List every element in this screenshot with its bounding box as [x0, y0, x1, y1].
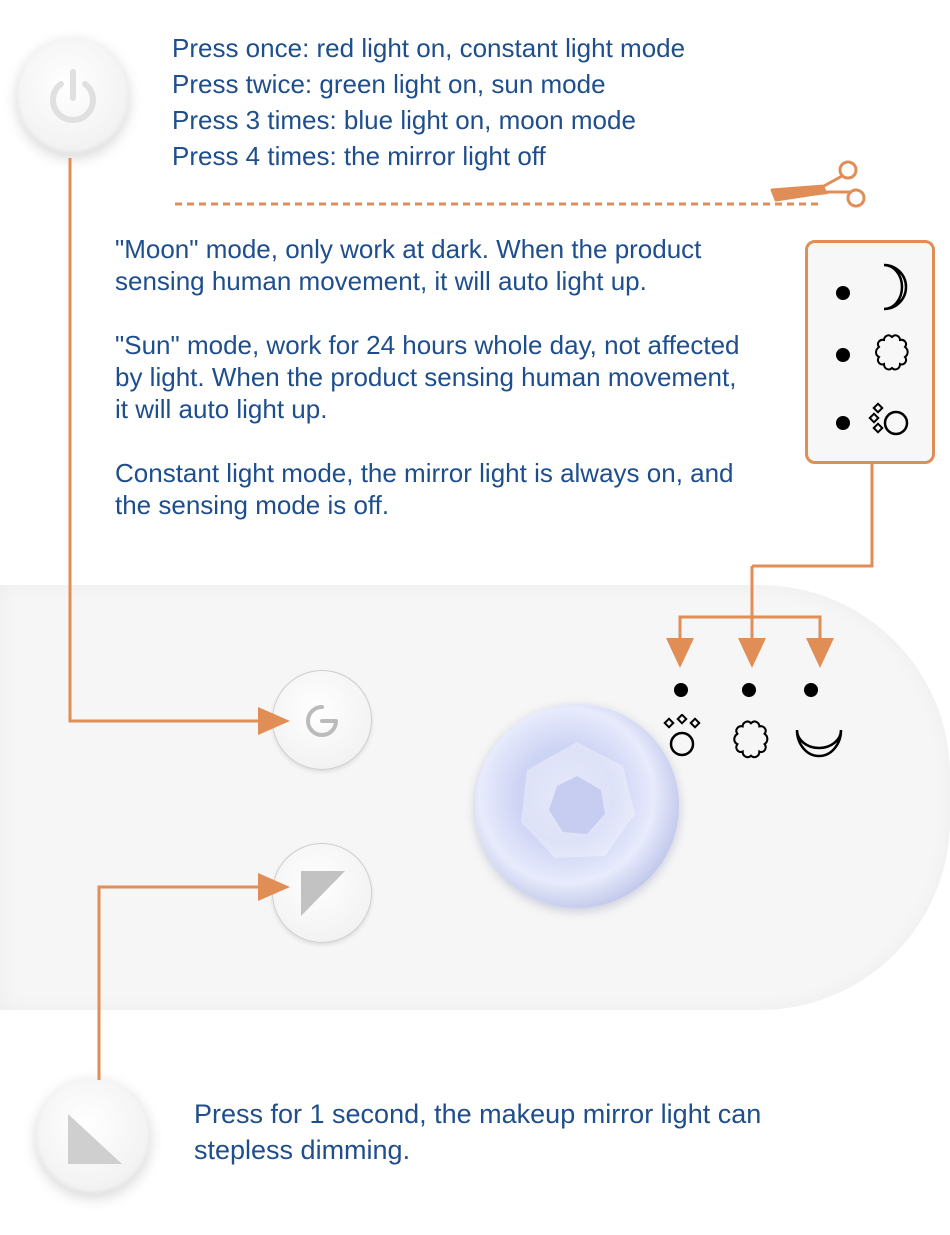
scissors-icon	[770, 156, 872, 212]
moon-mode-description: "Moon" mode, only work at dark. When the product sensing human movement, it will auto light up.	[115, 234, 702, 296]
constant-mode-description: Constant light mode, the mirror light is always on, and the sensing mode is off.	[115, 458, 734, 520]
instruction-line: Press 4 times: the mirror light off	[172, 141, 546, 171]
sun-mode-description: "Sun" mode, work for 24 hours whole day, not affected by light. When the product sensing human movement, it will auto light up.	[115, 330, 740, 424]
instruction-line: Press once: red light on, constant light mode	[172, 33, 686, 63]
instruction-line: Press 3 times: blue light on, moon mode	[172, 105, 636, 135]
instruction-line: Press twice: green light on, sun mode	[172, 69, 606, 99]
dimming-instruction: Press for 1 second, the makeup mirror light can stepless dimming.	[194, 1099, 762, 1165]
